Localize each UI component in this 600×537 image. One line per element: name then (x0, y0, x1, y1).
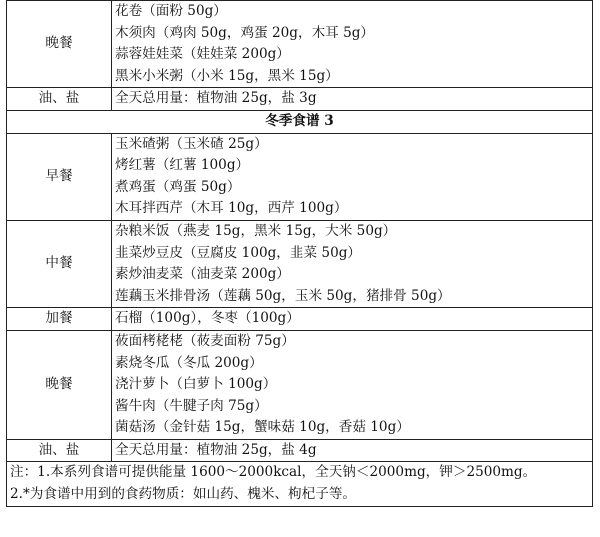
meal-label-breakfast: 早餐 (7, 133, 112, 220)
list-item: 韭菜炒豆皮（豆腐皮 100g，韭菜 50g） (115, 244, 362, 261)
list-item: 玉米碴粥（玉米碴 25g） (115, 135, 268, 152)
snack-value: 石榴（100g），冬枣（100g） (112, 308, 593, 331)
meal-label-lunch: 中餐 (7, 220, 112, 307)
meal-label-dinner-partial: 晚餐 (7, 1, 112, 88)
note-line: 2.*为食谱中用到的食药物质：如山药、槐米、枸杞子等。 (10, 486, 357, 503)
table-row (7, 1, 593, 88)
list-item: 杂粮米饭（燕麦 15g，黑米 15g，大米 50g） (115, 222, 397, 239)
list-item: 莜面栲栳栳（莜麦面粉 75g） (115, 332, 295, 349)
oil-salt-value: 全天总用量：植物油 25g，盐 4g (112, 439, 593, 462)
dinner-partial-items (112, 1, 593, 88)
oil-salt-value: 全天总用量：植物油 25g，盐 3g (112, 88, 593, 111)
list-item: 烤红薯（红薯 100g） (115, 157, 250, 174)
notes-cell (7, 462, 593, 506)
list-item: 素烧冬瓜（冬瓜 200g） (115, 354, 263, 371)
meal-label-snack: 加餐 (7, 308, 112, 331)
oil-salt-label: 油、盐 (7, 88, 112, 111)
table-row (7, 110, 593, 133)
table-row (7, 308, 593, 331)
list-item: 黑米小米粥（小米 15g，黑米 15g） (115, 67, 339, 84)
lunch-items (112, 220, 593, 307)
list-item: 木须肉（鸡肉 50g，鸡蛋 20g，木耳 5g） (115, 24, 375, 41)
list-item: 煮鸡蛋（鸡蛋 50g） (115, 178, 241, 195)
list-item: 酱牛肉（牛腱子肉 75g） (115, 397, 268, 414)
note-line: 注：1.本系列食谱可提供能量 1600～2000kcal，全天钠＜2000mg，钾＞2500mg。 (10, 464, 537, 481)
list-item: 蒜蓉娃娃菜（娃娃菜 200g） (115, 46, 290, 63)
list-item: 素炒油麦菜（油麦菜 200g） (115, 266, 290, 283)
table-row (7, 439, 593, 462)
list-item: 菌菇汤（金针菇 15g，蟹味菇 10g，香菇 10g） (115, 419, 410, 436)
table-row (7, 220, 593, 307)
table-row (7, 88, 593, 111)
breakfast-items (112, 133, 593, 220)
table-row (7, 133, 593, 220)
list-item: 木耳拌西芹（木耳 10g，西芹 100g） (115, 200, 348, 217)
menu-table (6, 0, 593, 507)
table-row (7, 330, 593, 439)
list-item: 浇汁萝卜（白萝卜 100g） (115, 376, 277, 393)
section-title: 冬季食谱 3 (7, 110, 593, 133)
meal-label-dinner: 晚餐 (7, 330, 112, 439)
list-item: 花卷（面粉 50g） (115, 3, 227, 19)
dinner-items (112, 330, 593, 439)
table-row (7, 462, 593, 506)
oil-salt-label: 油、盐 (7, 439, 112, 462)
list-item: 莲藕玉米排骨汤（莲藕 50g，玉米 50g，猪排骨 50g） (115, 287, 451, 304)
